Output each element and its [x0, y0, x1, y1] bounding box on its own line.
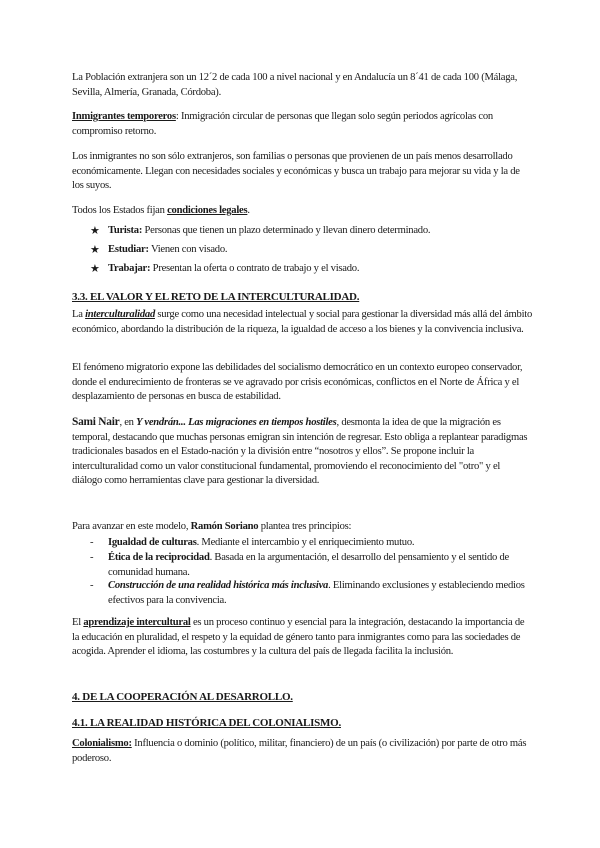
section-heading-4: 4. DE LA COOPERACIÓN AL DESARROLLO.	[72, 691, 293, 703]
paragraph-legal-conditions: Todos los Estados fijan condiciones legales.	[72, 205, 250, 216]
list-item-reciprocity-ethics: Ética de la reciprocidad. Basada en la argumentación, el desarrollo del pensamiento y el sentido de comunidad humana.	[108, 552, 509, 578]
term-interculturality: interculturalidad	[85, 309, 155, 320]
paragraph-colonialism: Colonialismo: Influencia o dominio (político, militar, financiero) de un país (o civilización) por parte de otro más poderoso.	[72, 738, 527, 764]
list-item-tourist: Turista: Personas que tienen un plazo determinado y llevan dinero determinado.	[108, 225, 431, 236]
paragraph-intercultural-learning: El aprendizaje intercultural es un proceso continuo y esencial para la integración, destacando la importancia de la educación en pluralidad, el respeto y la equidad de género tanto para inmigrantes como para las sociedades de acogida. Aprender el idioma, las costumbres y la cultura del país de llegada facilita la inclusión.	[72, 617, 525, 658]
author-ramon-soriano: Ramón Soriano	[190, 521, 259, 532]
star-bullet-icon: ★	[90, 244, 100, 256]
dash-bullet: -	[90, 580, 94, 591]
paragraph-sami-nair: Sami Nair, en Y vendrán... Las migraciones en tiempos hostiles, desmonta la idea de que la migración es temporal, destacando que muchas personas emigran sin intención de regresar. Esto obliga a replantear paradigmas tradicionales basados en el Estado-nación y la división entre “nosotros y ellos”. Se propone incluir la interculturalidad como un valor constitucional fundamental, promoviendo el reconocimiento del "otro" y el diálogo como herramientas clave para gestionar la diversidad.	[72, 416, 528, 487]
list-item-study: Estudiar: Vienen con visado.	[108, 244, 228, 255]
list-item-work: Trabajar: Presentan la oferta o contrato de trabajo y el visado.	[108, 263, 360, 274]
book-title: Y vendrán... Las migraciones en tiempos hostiles	[136, 417, 337, 428]
list-item-cultural-equality: Igualdad de culturas. Mediante el intercambio y el enriquecimiento mutuo.	[108, 537, 415, 548]
paragraph-text: El fenómeno migratorio expone las debilidades del socialismo democrático en un contexto europeo conservador, donde el endurecimiento de fronteras se ve agravado por crisis económicas, conflictos en el Norte de África y el desplazamiento de personas en busca de estabilidad.	[72, 362, 523, 403]
list-item-inclusive-reality: Construcción de una realidad histórica más inclusiva. Eliminando exclusiones y estableciendo medios efectivos para la convivencia.	[108, 580, 525, 606]
section-heading-4-1: 4.1. LA REALIDAD HISTÓRICA DEL COLONIALISMO.	[72, 717, 341, 729]
paragraph-migration-phenomenon	[72, 361, 532, 405]
paragraph-foreign-population	[72, 71, 532, 100]
section-heading-3-3: 3.3. EL VALOR Y EL RETO DE LA INTERCULTURALIDAD.	[72, 291, 360, 303]
dash-bullet: -	[90, 537, 94, 548]
star-bullet-icon: ★	[90, 225, 100, 237]
term-colonialism: Colonialismo:	[72, 738, 132, 749]
dash-bullet: -	[90, 552, 94, 563]
paragraph-interculturality: La interculturalidad surge como una necesidad intelectual y social para gestionar la diversidad más allá del ámbito económico, abordando la distribución de la riqueza, la igualdad de acceso a los bienes y la convivencia inclusiva.	[72, 309, 533, 335]
term-temporary-immigrants: Inmigrantes temporeros	[72, 111, 176, 122]
term-intercultural-learning: aprendizaje intercultural	[83, 617, 191, 628]
paragraph-text: Los inmigrantes no son sólo extranjeros, son familias o personas que provienen de un país menos desarrollado económicamente. Llegan con necesidades sociales y económicas y busca un trabajo para mejorar su vida y la de los suyos.	[72, 151, 520, 192]
author-sami-nair: Sami Nair	[72, 416, 120, 428]
term-legal-conditions: condiciones legales	[167, 205, 248, 216]
paragraph-ramon-soriano: Para avanzar en este modelo, Ramón Soriano plantea tres principios:	[72, 521, 352, 532]
star-bullet-icon: ★	[90, 263, 100, 275]
paragraph-immigrants-definition	[72, 150, 532, 194]
paragraph-temporary-immigrants	[72, 110, 532, 139]
paragraph-text: La Población extranjera son un 12´2 de cada 100 a nivel nacional y en Andalucía un 8´41 de cada 100 (Málaga, Sevilla, Almería, Granada, Córdoba).	[72, 72, 518, 98]
paragraph-text: : Inmigración circular de personas que llegan solo según periodos agrícolas con compromiso retorno.	[72, 111, 493, 137]
